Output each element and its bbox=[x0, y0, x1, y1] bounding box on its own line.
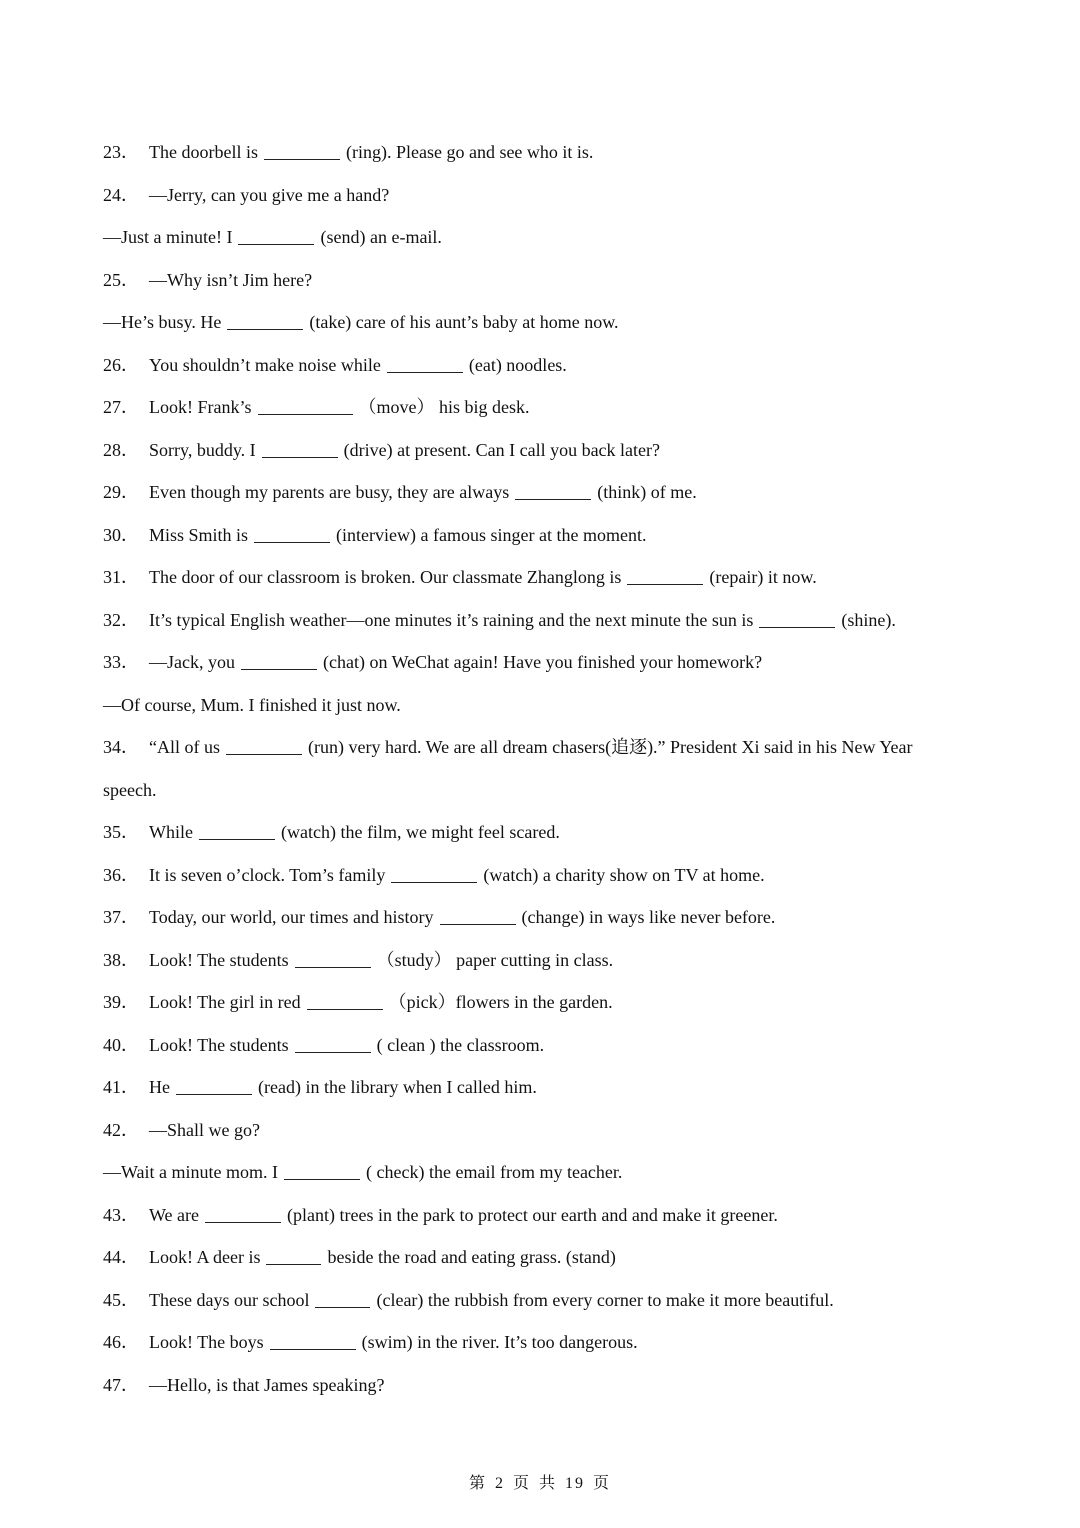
item-text: (change) in ways like never before. bbox=[521, 907, 776, 927]
item-number: 43． bbox=[103, 1204, 139, 1225]
total-page-count: 19 bbox=[565, 1475, 586, 1492]
item-text: (run) very hard. We are all dream chasers(追逐).” President Xi said in his New Year bbox=[308, 737, 913, 757]
item-number: 24． bbox=[103, 184, 139, 205]
item-text: (shine). bbox=[841, 609, 896, 630]
item-text: （study） paper cutting in class. bbox=[376, 949, 614, 970]
exercise-item bbox=[103, 854, 1003, 897]
item-text: (watch) a charity show on TV at home. bbox=[483, 864, 765, 885]
item-text: (read) in the library when I called him. bbox=[258, 1077, 537, 1097]
footer-gong: 共 bbox=[539, 1475, 558, 1492]
answer-blank[interactable] bbox=[440, 908, 516, 925]
item-number: 30． bbox=[103, 524, 139, 545]
exercise-item bbox=[103, 1024, 1003, 1067]
exercise-item bbox=[103, 471, 1003, 514]
item-text: Look! Frank’s bbox=[149, 397, 252, 417]
item-number: 44． bbox=[103, 1247, 139, 1267]
exercise-item bbox=[103, 1236, 1003, 1279]
item-text: Look! The students bbox=[149, 1034, 289, 1055]
item-number: 28． bbox=[103, 439, 139, 460]
exercise-item bbox=[103, 1066, 1003, 1109]
exercise-list bbox=[103, 131, 1003, 1406]
answer-blank[interactable] bbox=[295, 1036, 371, 1053]
item-number: 34． bbox=[103, 737, 139, 757]
answer-blank[interactable] bbox=[284, 1163, 360, 1180]
footer-ye: 页 bbox=[593, 1475, 612, 1492]
exercise-item bbox=[103, 811, 1003, 854]
item-text: —Just a minute! I bbox=[103, 227, 233, 247]
item-text: (eat) noodles. bbox=[468, 354, 567, 375]
answer-blank[interactable] bbox=[199, 823, 275, 840]
item-text: (chat) on WeChat again! Have you finished your homework? bbox=[322, 652, 763, 672]
answer-blank[interactable] bbox=[315, 1291, 370, 1308]
item-number: 36． bbox=[103, 864, 139, 885]
item-text: You shouldn’t make noise while bbox=[149, 354, 381, 375]
item-text: —Of course, Mum. I finished it just now. bbox=[103, 694, 401, 715]
exercise-item bbox=[103, 259, 1003, 302]
item-text: —Hello, is that James speaking? bbox=[149, 1374, 385, 1395]
item-text: （move） his big desk. bbox=[358, 397, 530, 417]
answer-blank[interactable] bbox=[226, 738, 302, 755]
answer-blank[interactable] bbox=[264, 143, 340, 160]
answer-blank[interactable] bbox=[266, 1248, 321, 1265]
item-number: 29． bbox=[103, 482, 139, 502]
exercise-item bbox=[103, 344, 1003, 387]
item-number: 37． bbox=[103, 907, 139, 927]
exercise-item bbox=[103, 1194, 1003, 1237]
item-number: 39． bbox=[103, 992, 139, 1012]
item-text: Sorry, buddy. I bbox=[149, 439, 256, 460]
exercise-item bbox=[103, 174, 1003, 217]
answer-blank[interactable] bbox=[254, 526, 330, 543]
exercise-item-continued bbox=[103, 216, 1003, 259]
item-number: 38． bbox=[103, 949, 139, 970]
exercise-item bbox=[103, 1279, 1003, 1322]
item-text: Look! A deer is bbox=[149, 1247, 261, 1267]
item-number: 25． bbox=[103, 269, 139, 290]
item-text: speech. bbox=[103, 779, 157, 800]
item-text: (send) an e-mail. bbox=[320, 227, 442, 247]
item-text: (think) of me. bbox=[597, 482, 697, 502]
item-text: It is seven o’clock. Tom’s family bbox=[149, 864, 386, 885]
answer-blank[interactable] bbox=[270, 1333, 356, 1350]
exercise-item bbox=[103, 386, 1003, 429]
item-text: Today, our world, our times and history bbox=[149, 907, 434, 927]
item-text: (drive) at present. Can I call you back later? bbox=[343, 439, 661, 460]
item-text: Miss Smith is bbox=[149, 524, 249, 545]
item-number: 41． bbox=[103, 1077, 139, 1097]
item-text: Look! The boys bbox=[149, 1332, 264, 1352]
item-text: It’s typical English weather—one minutes it’s raining and the next minute the sun is bbox=[149, 609, 754, 630]
exercise-item bbox=[103, 599, 1003, 642]
page-footer bbox=[0, 1470, 1080, 1493]
exercise-item bbox=[103, 1364, 1003, 1407]
item-number: 27． bbox=[103, 397, 139, 417]
answer-blank[interactable] bbox=[176, 1078, 252, 1095]
item-text: —Jerry, can you give me a hand? bbox=[149, 184, 390, 205]
item-number: 35． bbox=[103, 822, 139, 842]
exercise-item bbox=[103, 514, 1003, 557]
answer-blank[interactable] bbox=[307, 993, 383, 1010]
item-text: —Wait a minute mom. I bbox=[103, 1162, 279, 1182]
item-text: (repair) it now. bbox=[709, 567, 817, 587]
answer-blank[interactable] bbox=[238, 228, 314, 245]
answer-blank[interactable] bbox=[258, 398, 353, 415]
exercise-item bbox=[103, 131, 1003, 174]
answer-blank[interactable] bbox=[387, 356, 463, 373]
item-number: 45． bbox=[103, 1289, 139, 1310]
answer-blank[interactable] bbox=[391, 866, 477, 883]
exercise-item bbox=[103, 429, 1003, 472]
item-number: 47． bbox=[103, 1374, 139, 1395]
exercise-item bbox=[103, 981, 1003, 1024]
item-text: —Jack, you bbox=[149, 652, 235, 672]
item-text: The door of our classroom is broken. Our classmate Zhanglong is bbox=[149, 567, 622, 587]
answer-blank[interactable] bbox=[205, 1206, 281, 1223]
item-number: 26． bbox=[103, 354, 139, 375]
item-number: 33． bbox=[103, 652, 139, 672]
current-page-number: 2 bbox=[494, 1475, 505, 1492]
item-text: —He’s busy. He bbox=[103, 312, 222, 332]
item-text: While bbox=[149, 822, 193, 842]
item-number: 46． bbox=[103, 1332, 139, 1352]
item-text: ( check) the email from my teacher. bbox=[366, 1162, 623, 1182]
exercise-item bbox=[103, 939, 1003, 982]
item-text: He bbox=[149, 1077, 170, 1097]
item-text: （pick）flowers in the garden. bbox=[388, 992, 613, 1012]
item-text: beside the road and eating grass. (stand) bbox=[327, 1247, 616, 1267]
exercise-item-continued bbox=[103, 769, 1003, 812]
item-number: 40． bbox=[103, 1034, 139, 1055]
answer-blank[interactable] bbox=[759, 611, 835, 628]
answer-blank[interactable] bbox=[241, 653, 317, 670]
item-text: (ring). Please go and see who it is. bbox=[345, 142, 594, 162]
item-number: 42． bbox=[103, 1119, 139, 1140]
answer-blank[interactable] bbox=[627, 568, 703, 585]
exercise-item bbox=[103, 1321, 1003, 1364]
item-text: Look! The students bbox=[149, 949, 289, 970]
footer-di: 第 bbox=[468, 1475, 487, 1492]
exercise-item-continued bbox=[103, 684, 1003, 727]
item-text: (interview) a famous singer at the moment. bbox=[336, 524, 647, 545]
answer-blank[interactable] bbox=[515, 483, 591, 500]
exercise-item-continued bbox=[103, 301, 1003, 344]
footer-ye: 页 bbox=[512, 1475, 531, 1492]
item-text: The doorbell is bbox=[149, 142, 258, 162]
item-text: Even though my parents are busy, they are always bbox=[149, 482, 510, 502]
item-text: We are bbox=[149, 1204, 200, 1225]
item-text: (take) care of his aunt’s baby at home now. bbox=[309, 312, 619, 332]
answer-blank[interactable] bbox=[227, 313, 303, 330]
exercise-item bbox=[103, 556, 1003, 599]
item-number: 31． bbox=[103, 567, 139, 587]
answer-blank[interactable] bbox=[295, 951, 371, 968]
item-text: —Why isn’t Jim here? bbox=[149, 269, 313, 290]
item-number: 23． bbox=[103, 142, 139, 162]
item-text: “All of us bbox=[149, 737, 220, 757]
exercise-item-continued bbox=[103, 1151, 1003, 1194]
item-text: (clear) the rubbish from every corner to make it more beautiful. bbox=[376, 1289, 834, 1310]
item-text: (swim) in the river. It’s too dangerous. bbox=[361, 1332, 638, 1352]
answer-blank[interactable] bbox=[262, 441, 338, 458]
item-number: 32． bbox=[103, 609, 139, 630]
exercise-item bbox=[103, 726, 1003, 769]
item-text: (plant) trees in the park to protect our earth and and make it greener. bbox=[287, 1204, 778, 1225]
item-text: ( clean ) the classroom. bbox=[376, 1034, 545, 1055]
exercise-item bbox=[103, 1109, 1003, 1152]
item-text: —Shall we go? bbox=[149, 1119, 260, 1140]
exercise-item bbox=[103, 641, 1003, 684]
item-text: Look! The girl in red bbox=[149, 992, 301, 1012]
item-text: These days our school bbox=[149, 1289, 310, 1310]
item-text: (watch) the film, we might feel scared. bbox=[280, 822, 560, 842]
exercise-item bbox=[103, 896, 1003, 939]
